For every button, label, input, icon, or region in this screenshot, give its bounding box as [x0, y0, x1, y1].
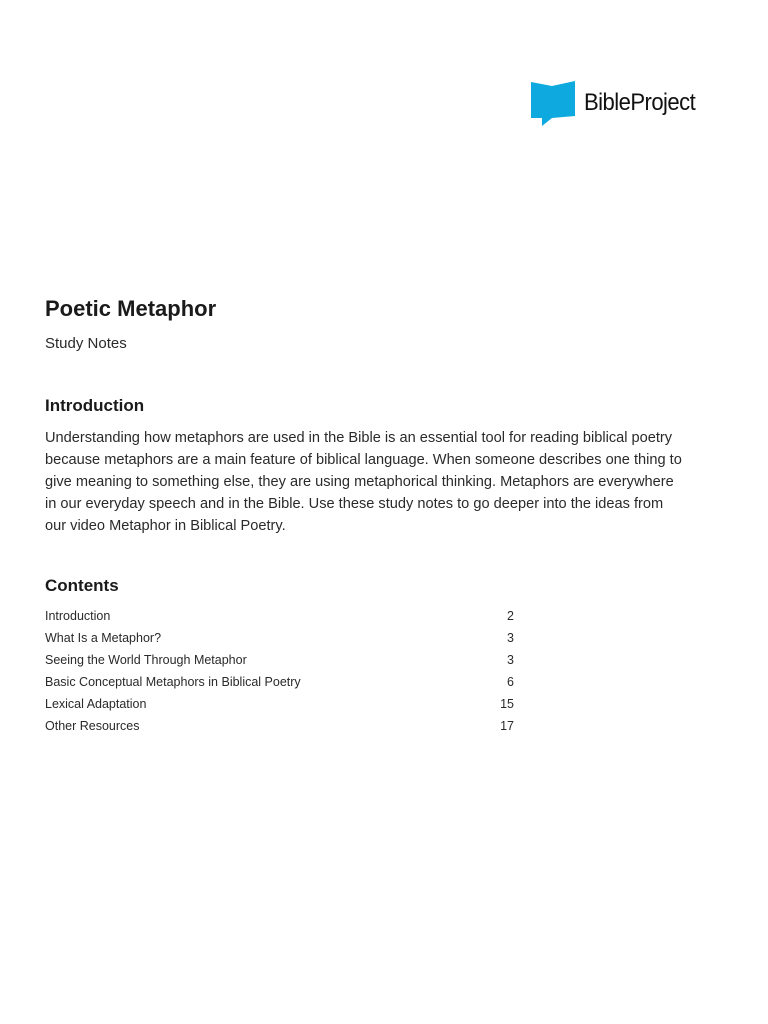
brand-name: BibleProject: [584, 89, 696, 116]
contents-heading: Contents: [45, 576, 119, 595]
toc-entry-introduction[interactable]: [45, 605, 514, 627]
toc-entry-basic-conceptual-metaphors[interactable]: [45, 671, 514, 693]
table-of-contents: [45, 605, 514, 737]
toc-entry-label: Lexical Adaptation: [45, 697, 147, 711]
toc-entry-seeing-the-world[interactable]: [45, 649, 514, 671]
toc-entry-page: 6: [507, 675, 514, 689]
bookmark-flag-icon: [530, 80, 576, 126]
toc-entry-label: Introduction: [45, 609, 111, 623]
toc-entry-label: Other Resources: [45, 719, 140, 733]
toc-entry-page: 15: [500, 697, 514, 711]
toc-entry-page: 2: [507, 609, 514, 623]
toc-entry-what-is-a-metaphor[interactable]: [45, 627, 514, 649]
brand-logo: [530, 80, 705, 126]
toc-entry-page: 3: [507, 631, 514, 645]
toc-entry-page: 17: [500, 719, 514, 733]
document-subtitle: Study Notes: [45, 335, 127, 352]
toc-entry-page: 3: [507, 653, 514, 667]
toc-entry-lexical-adaptation[interactable]: [45, 693, 514, 715]
toc-entry-other-resources[interactable]: [45, 715, 514, 737]
toc-entry-label: Basic Conceptual Metaphors in Biblical Poetry: [45, 675, 301, 689]
toc-entry-label: Seeing the World Through Metaphor: [45, 653, 247, 667]
introduction-heading: Introduction: [45, 396, 145, 415]
document-title: Poetic Metaphor: [45, 296, 217, 321]
toc-entry-label: What Is a Metaphor?: [45, 631, 162, 645]
introduction-paragraph: Understanding how metaphors are used in the Bible is an essential tool for reading biblical poetry because metaphors are a main feature of biblical language. When someone describes one thing to give meaning to something else, they are using metaphorical thinking. Metaphors are everywhere in our everyday speech and in the Bible. Use these study notes to go deeper into the ideas from our video Metaphor in Biblical Poetry.: [45, 430, 682, 534]
